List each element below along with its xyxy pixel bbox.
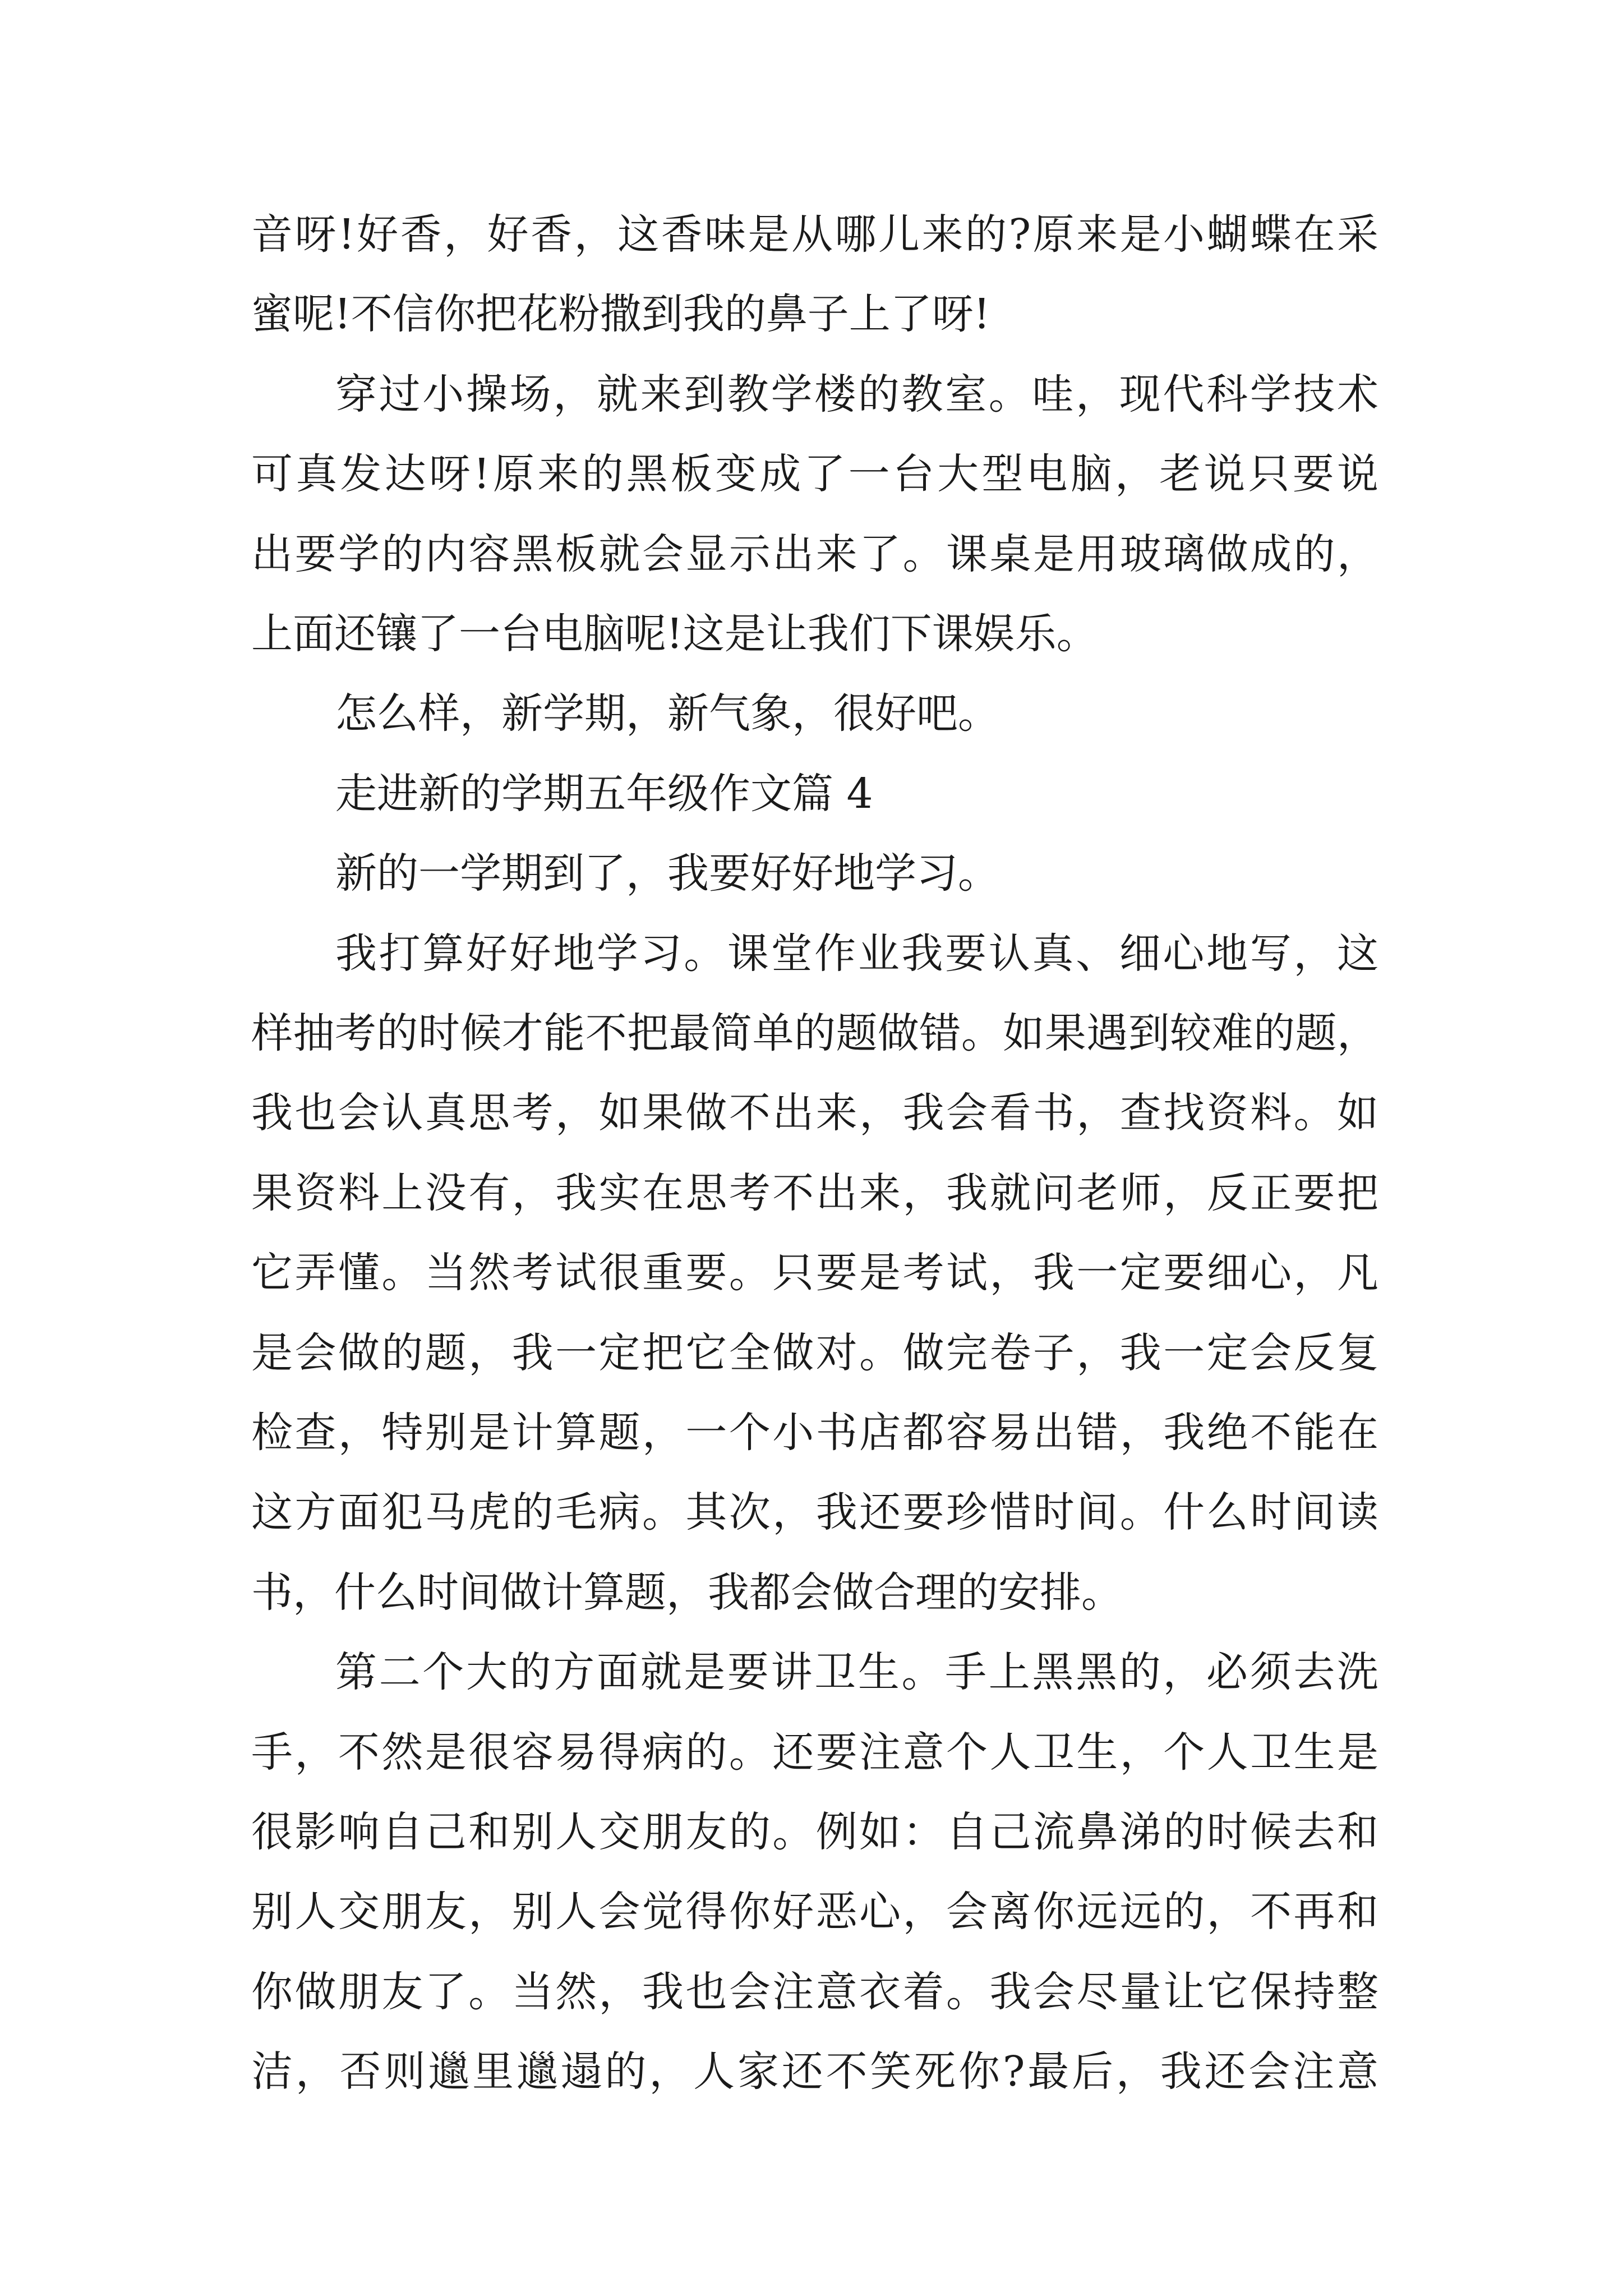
text-line: 样抽考的时候才能不把最简单的题做错。如果遇到较难的题， <box>251 1009 1378 1057</box>
text-line: 出要学的内容黑板就会显示出来了。课桌是用玻璃做成的， <box>251 530 1378 578</box>
section-heading: 走进新的学期五年级作文篇 4 <box>335 770 873 818</box>
text-line: 可真发达呀!原来的黑板变成了一台大型电脑，老说只要说 <box>251 450 1378 498</box>
text-line: 别人交朋友，别人会觉得你好恶心，会离你远远的，不再和 <box>251 1888 1378 1936</box>
text-line: 新的一学期到了，我要好好地学习。 <box>335 849 999 898</box>
text-line: 怎么样，新学期，新气象，很好吧。 <box>335 689 999 738</box>
text-line: 检查，特别是计算题，一个小书店都容易出错，我绝不能在 <box>251 1409 1378 1457</box>
text-line: 我打算好好地学习。课堂作业我要认真、细心地写，这 <box>335 930 1378 978</box>
text-line: 上面还镶了一台电脑呢!这是让我们下课娱乐。 <box>251 610 1098 658</box>
text-line: 蜜呢!不信你把花粉撒到我的鼻子上了呀! <box>251 290 990 338</box>
text-line: 果资料上没有，我实在思考不出来，我就问老师，反正要把 <box>251 1169 1378 1217</box>
text-line: 手，不然是很容易得病的。还要注意个人卫生，个人卫生是 <box>251 1728 1378 1777</box>
text-line: 穿过小操场，就来到教学楼的教室。哇，现代科学技术 <box>335 370 1378 418</box>
text-line: 书，什么时间做计算题，我都会做合理的安排。 <box>251 1568 1123 1617</box>
text-line: 它弄懂。当然考试很重要。只要是考试，我一定要细心，凡 <box>251 1249 1378 1297</box>
text-line: 是会做的题，我一定把它全做对。做完卷子，我一定会反复 <box>251 1329 1378 1377</box>
text-line: 洁，否则邋里邋遢的，人家还不笑死你?最后，我还会注意 <box>251 2047 1378 2096</box>
text-line: 你做朋友了。当然，我也会注意衣着。我会尽量让它保持整 <box>251 1968 1378 2016</box>
text-line: 音呀!好香，好香，这香味是从哪儿来的?原来是小蝴蝶在采 <box>251 210 1378 259</box>
text-line: 这方面犯马虎的毛病。其次，我还要珍惜时间。什么时间读 <box>251 1488 1378 1536</box>
text-line: 很影响自己和别人交朋友的。例如：自己流鼻涕的时候去和 <box>251 1808 1378 1856</box>
text-line: 我也会认真思考，如果做不出来，我会看书，查找资料。如 <box>251 1089 1378 1137</box>
text-line: 第二个大的方面就是要讲卫生。手上黑黑的，必须去洗 <box>335 1648 1378 1696</box>
